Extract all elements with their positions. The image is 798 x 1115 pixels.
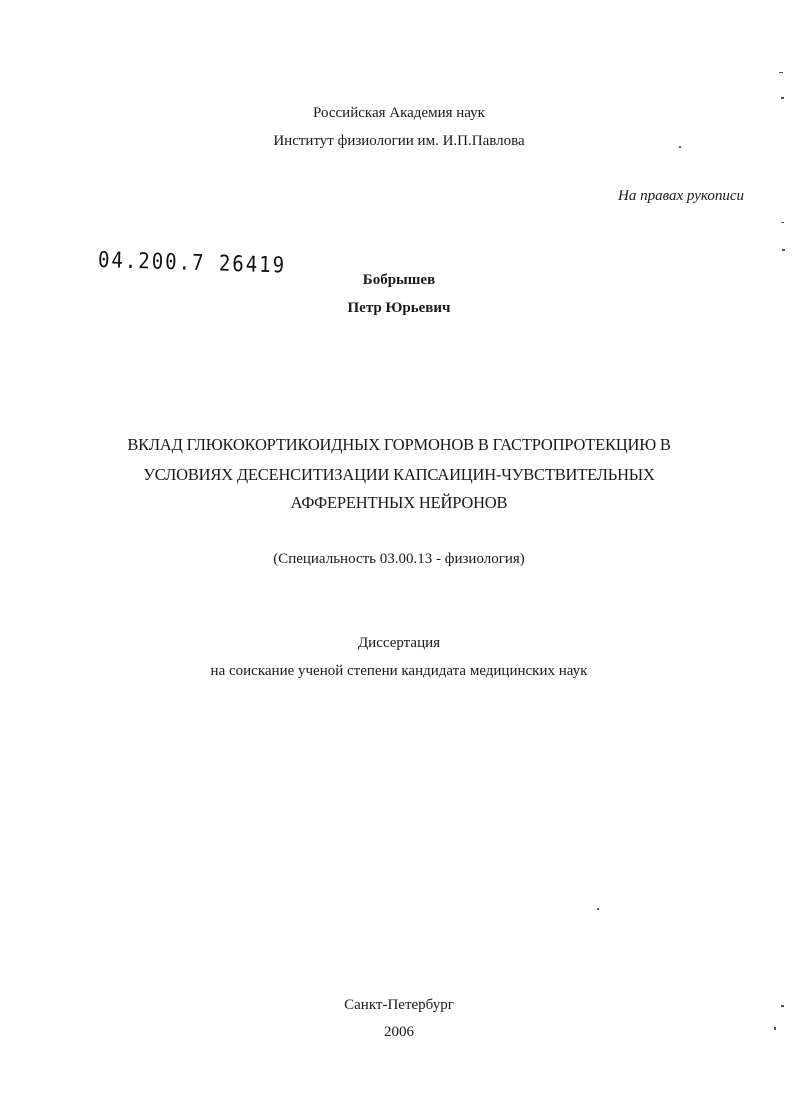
author-given-names: Петр Юрьевич	[347, 300, 451, 316]
speck	[781, 97, 784, 99]
title-line-1: ВКЛАД ГЛЮКОКОРТИКОИДНЫХ ГОРМОНОВ В ГАСТРОПРОТЕКЦИЮ В	[127, 435, 671, 454]
specialty: (Специальность 03.00.13 - физиология)	[273, 551, 525, 567]
academy-name: Российская Академия наук	[313, 105, 485, 121]
institute-name: Институт физиологии им. И.П.Павлова	[273, 133, 525, 149]
work-type: Диссертация	[357, 635, 441, 651]
city: Санкт-Петербург	[344, 997, 454, 1013]
title-line-2: УСЛОВИЯХ ДЕСЕНСИТИЗАЦИИ КАПСАИЦИН-ЧУВСТВИТЕЛЬНЫХ	[143, 465, 655, 484]
speck	[779, 72, 783, 73]
rights-note: На правах рукописи	[618, 188, 744, 204]
year: 2006	[384, 1024, 414, 1040]
speck	[781, 222, 784, 223]
degree-statement: на соискание ученой степени кандидата медицинских наук	[210, 663, 588, 679]
title-line-3: АФФЕРЕНТНЫХ НЕЙРОНОВ	[290, 493, 508, 512]
author-surname: Бобрышев	[362, 272, 436, 288]
library-stamp-number: 04.200.7 26419	[97, 247, 287, 279]
speck	[597, 908, 599, 910]
speck	[782, 249, 785, 251]
